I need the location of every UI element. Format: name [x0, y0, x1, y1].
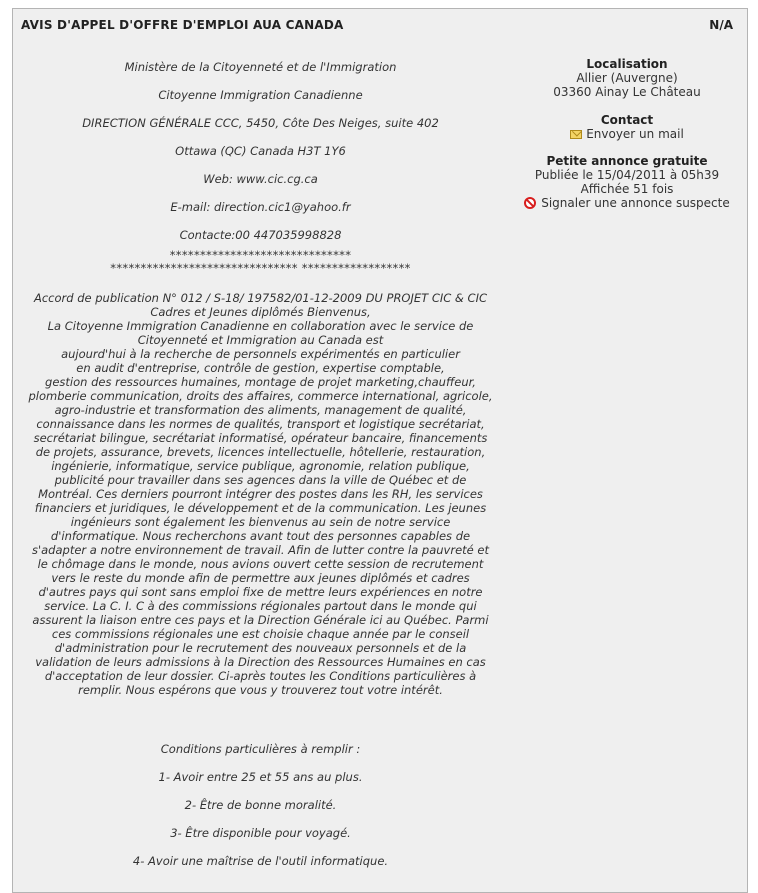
location-region: Allier (Auvergne) [576, 71, 678, 85]
address-line: DIRECTION GÉNÉRALE CCC, 5450, Côte Des Neiges, suite 402 [82, 116, 439, 130]
city-line: Ottawa (QC) Canada H3T 1Y6 [175, 144, 346, 158]
ad-description [28, 291, 493, 697]
description-line: La Citoyenne Immigration Canadienne en collaboration avec le service de Citoyenneté et Immigration au Canada est [47, 319, 474, 347]
listing-heading: Petite annonce gratuite [546, 154, 708, 168]
conditions-heading: Conditions particulières à remplir : [160, 742, 361, 756]
condition-item: 1- Avoir entre 25 et 55 ans au plus. [158, 770, 363, 784]
description-line: gestion des ressources humaines, montage de projet marketing,chauffeur, plomberie communication, droits des affaires, commerce international, agricole, agro-industrie et transformation des aliments, management de qualité, connaissance dans les normes de qualités, transport et logistique secrétariat, secrétariat bilingue, secrétariat informatisé, opérateur bancaire, financements de projets, assurance, brevets, licences intellectuelle, hôtellerie, restauration, ingénierie, informatique, service publique, agronomie, relation publique, publicité pour travailler dans ses agences dans la ville de Québec et de Montréal. Ces derniers pourront intégrer des postes dans les RH, les services financiers et juridiques, le développement et de la communication. Les jeunes ingénieurs sont également les bienvenus au sein de notre service d'informatique. Nous recherchons avant tout des personnes capables de s'adapter a notre environnement de travail. Afin de lutter contre la pauvreté et le chômage dans le monde, nous avions ouvert cette session de recrutement vers le reste du monde afin de permettre aux jeunes diplômés et cadres d'autres pays qui sont sans emploi fixe de mettre leurs expériences en notre service. La C. I. C à des commissions régionales partout dans le monde qui assurent la liaison entre ces pays et la Direction Générale ici au Québec. Parmi ces commissions régionales une est choisie chaque année par le conseil d'administration pour le recrutement des nouveaux personnels et de la validation de leurs admissions à la Direction des Ressources Humaines en cas d'acceptation de leur dossier. Ci-après toutes les Conditions particulières à remplir. Nous espérons que vous y trouverez tout votre intérêt. [28, 375, 493, 697]
envelope-icon [570, 130, 582, 139]
location-block [517, 57, 737, 99]
published-date: Publiée le 15/04/2011 à 05h39 [534, 168, 720, 182]
description-line: Cadres et Jeunes diplômés Bienvenus, [150, 305, 371, 319]
spacer [28, 697, 493, 735]
description-line: aujourd'hui à la recherche de personnels expérimentés en particulier [61, 347, 460, 361]
contact-heading: Contact [600, 113, 654, 127]
condition-item: 3- Être disponible pour voyagé. [170, 826, 351, 840]
ad-price: N/A [709, 18, 733, 32]
organization-line: Citoyenne Immigration Canadienne [158, 88, 363, 102]
view-count: Affichée 51 fois [580, 182, 674, 196]
ad-panel [12, 8, 748, 893]
ad-sidebar [517, 57, 737, 224]
location-heading: Localisation [586, 57, 668, 71]
description-line: Accord de publication N° 012 / S-18/ 197582/01-12-2009 DU PROJET CIC & CIC [33, 291, 488, 305]
report-ad-link[interactable] [517, 196, 737, 210]
condition-item: 2- Être de bonne moralité. [184, 798, 337, 812]
separator-stars-1: ****************************** [169, 248, 352, 262]
phone-line: Contacte:00 447035998828 [179, 228, 342, 242]
report-ad-label: Signaler une annonce suspecte [541, 196, 730, 210]
send-mail-label: Envoyer un mail [586, 127, 684, 141]
condition-item: 4- Avoir une maîtrise de l'outil informatique. [132, 854, 389, 868]
ad-title: AVIS D'APPEL D'OFFRE D'EMPLOI AUA CANADA [21, 18, 344, 32]
forbidden-icon [524, 197, 536, 209]
location-city: 03360 Ainay Le Château [553, 85, 701, 99]
separator-stars-2: ******************************* ****************** [110, 261, 411, 275]
listing-block [517, 154, 737, 210]
contact-block [517, 113, 737, 141]
description-line: en audit d'entreprise, contrôle de gestion, expertise comptable, [76, 361, 445, 375]
web-line: Web: www.cic.cg.ca [203, 172, 318, 186]
conditions-list [28, 735, 493, 875]
ad-body [28, 53, 493, 875]
ministry-line: Ministère de la Citoyenneté et de l'Immigration [124, 60, 397, 74]
send-mail-link[interactable] [517, 127, 737, 141]
email-line: E-mail: direction.cic1@yahoo.fr [170, 200, 351, 214]
